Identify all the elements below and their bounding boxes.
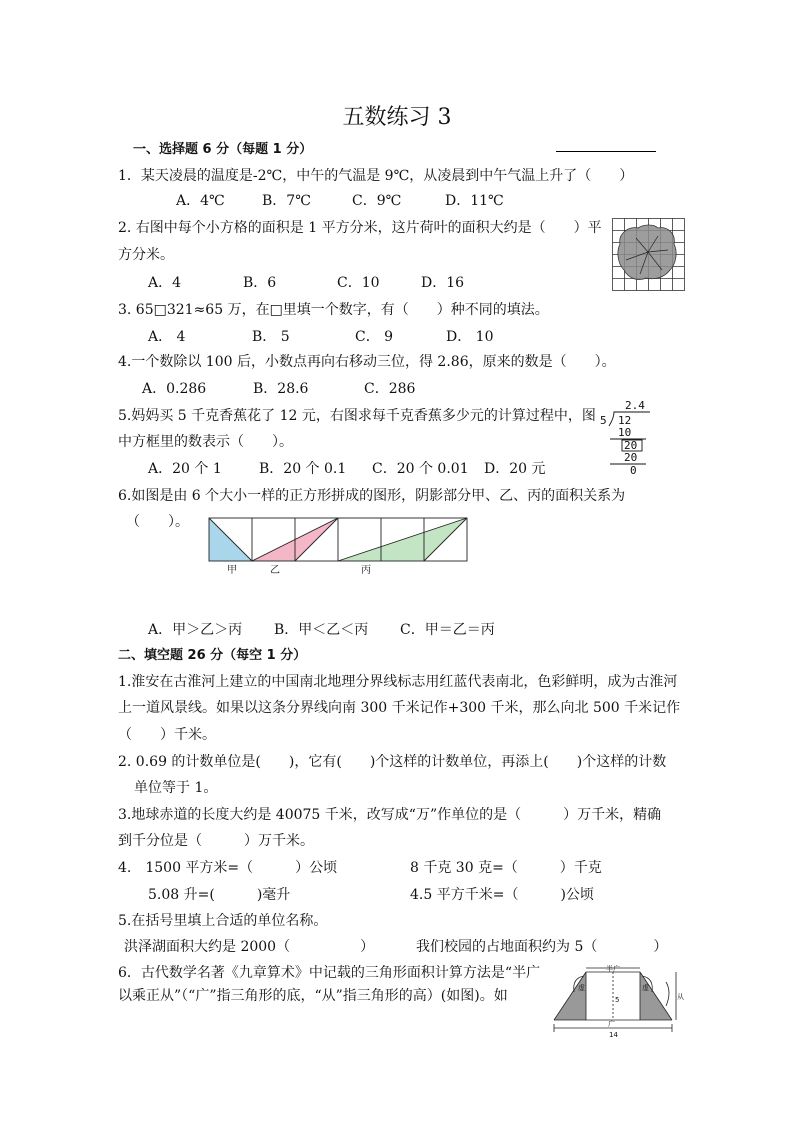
division-remainder: 0 <box>630 464 637 477</box>
q4-option-b[interactable]: B．28.6 <box>253 381 309 397</box>
q5-stem-line1: 5.妈妈买 5 千克香蕉花了 12 元，右图求每千克香蕉多少元的计算过程中，图 <box>118 408 596 424</box>
section1-heading: 一、选择题 6 分（每题 1 分） <box>133 142 313 157</box>
q3-option-d[interactable]: D． 10 <box>446 329 494 345</box>
s2-q2-line1: 2. 0.69 的计数单位是( )，它有( )个这样的计数单位，再添上( )个这样的计数 <box>118 754 667 770</box>
s2-q1-line1: 1.淮安在古淮河上建立的中国南北地理分界线标志用红蓝代表南北，色彩鲜明，成为古淮河 <box>118 674 678 690</box>
division-divisor: 5 <box>600 414 607 427</box>
q5-option-a[interactable]: A．20 个 1 <box>148 461 222 477</box>
s2-q6-line1: 6．古代数学名著《九章算术》中记载的三角形面积计算方法是“半广 <box>118 965 541 981</box>
q2-option-a[interactable]: A．4 <box>148 275 182 291</box>
lotus-leaf-grid-figure <box>612 218 686 292</box>
q5-stem-line2: 中方框里的数表示（ ）。 <box>118 434 293 450</box>
division-dividend: 12 <box>618 414 632 427</box>
name-blank-line <box>556 151 656 152</box>
s2-q1-line3: （ ）千米。 <box>118 727 216 743</box>
s2-q4-a: 4. 1500 平方米=（ ）公顷 <box>118 860 338 876</box>
s2-q5-b: 我们校园的占地面积约为 5（ ） <box>416 939 668 955</box>
q1-stem: 1．某天凌晨的温度是-2℃，中午的气温是 9℃，从凌晨到中午气温上升了（ ） <box>118 168 634 184</box>
long-division-figure <box>598 398 652 478</box>
fig-label-base-value: 14 <box>609 1031 618 1039</box>
s2-q4-c: 5.08 升=( )毫升 <box>148 887 291 903</box>
section2-heading: 二、填空题 26 分（每空 1 分） <box>118 648 307 663</box>
q2-option-b[interactable]: B．6 <box>243 275 277 291</box>
q1-option-c[interactable]: C．9℃ <box>352 193 402 209</box>
fig-label-base: 广 <box>608 1020 615 1028</box>
label-jia: 甲 <box>227 565 237 576</box>
q2-option-d[interactable]: D．16 <box>421 275 465 291</box>
q6-option-a[interactable]: A．甲＞乙＞丙 <box>148 622 243 638</box>
q3-option-a[interactable]: A． 4 <box>148 329 186 345</box>
s2-q3-line1: 3.地球赤道的长度大约是 40075 千米，改写成“万”作单位的是（ ）万千米，精确 <box>118 807 662 823</box>
q5-option-c[interactable]: C．20 个 0.01 <box>372 461 469 477</box>
page-title: 五数练习 3 <box>342 105 452 130</box>
label-bing: 丙 <box>361 565 371 576</box>
q4-stem: 4.一个数除以 100 后，小数点再向右移动三位，得 2.86，原来的数是（ ）。 <box>118 354 616 370</box>
division-boxed-number: 20 <box>624 439 638 452</box>
q2-stem-line1: 2. 右图中每个小方格的面积是 1 平方分米，这片荷叶的面积大约是（ ）平 <box>118 220 602 236</box>
q3-option-b[interactable]: B． 5 <box>252 329 290 345</box>
s2-q3-line2: 到千分位是（ ）万千米。 <box>118 833 314 849</box>
q3-stem: 3. 65□321≈65 万，在□里填一个数字，有（ ）种不同的填法。 <box>118 302 549 318</box>
q6-stem-line1: 6.如图是由 6 个大小一样的正方形拼成的图形，阴影部分甲、乙、丙的面积关系为 <box>118 488 626 504</box>
fig-label-right-virtual: 虚 <box>642 984 649 992</box>
q6-stem-line2: （ ）。 <box>126 514 189 530</box>
fig-label-left-virtual: 虚 <box>578 984 585 992</box>
q2-stem-line2: 方分米。 <box>118 247 174 263</box>
q5-option-d[interactable]: D．20 元 <box>484 461 546 477</box>
six-squares-figure <box>208 517 473 577</box>
s2-q5-a: 洪泽湖面积大约是 2000（ ） <box>124 939 375 955</box>
division-product1: 10 <box>618 426 632 439</box>
division-product2: 20 <box>624 451 638 464</box>
s2-q4-b: 8 千克 30 克=（ ）千克 <box>410 860 602 876</box>
s2-q5-stem: 5.在括号里填上合适的单位名称。 <box>118 913 328 929</box>
q6-option-c[interactable]: C．甲＝乙＝丙 <box>400 622 495 638</box>
q4-option-a[interactable]: A．0.286 <box>142 381 207 397</box>
s2-q2-line2: 单位等于 1。 <box>134 780 218 796</box>
fig-label-half-base: 半广 <box>606 965 620 973</box>
q2-option-c[interactable]: C．10 <box>337 275 380 291</box>
q4-option-c[interactable]: C．286 <box>364 381 416 397</box>
label-yi: 乙 <box>270 565 280 576</box>
fig-label-height: 5 <box>615 996 620 1004</box>
q1-option-b[interactable]: B．7℃ <box>262 193 311 209</box>
q1-option-a[interactable]: A．4℃ <box>176 193 225 209</box>
q1-option-d[interactable]: D．11℃ <box>445 193 504 209</box>
s2-q4-d: 4.5 平方千米=（ )公顷 <box>410 887 594 903</box>
q3-option-c[interactable]: C． 9 <box>355 329 394 345</box>
s2-q6-line2: 以乘正从”（“广”指三角形的底，“从”指三角形的高）(如图)。如 <box>118 988 508 1004</box>
triangle-area-figure <box>548 962 686 1042</box>
q5-option-b[interactable]: B．20 个 0.1 <box>259 461 347 477</box>
s2-q1-line2: 上一道风景线。如果以这条分界线向南 300 千米记作+300 千米，那么向北 500 千米记作 <box>118 700 681 716</box>
q6-option-b[interactable]: B．甲＜乙＜丙 <box>274 622 369 638</box>
fig-label-side: 从 <box>677 993 684 1001</box>
division-quotient: 2.4 <box>625 399 645 412</box>
